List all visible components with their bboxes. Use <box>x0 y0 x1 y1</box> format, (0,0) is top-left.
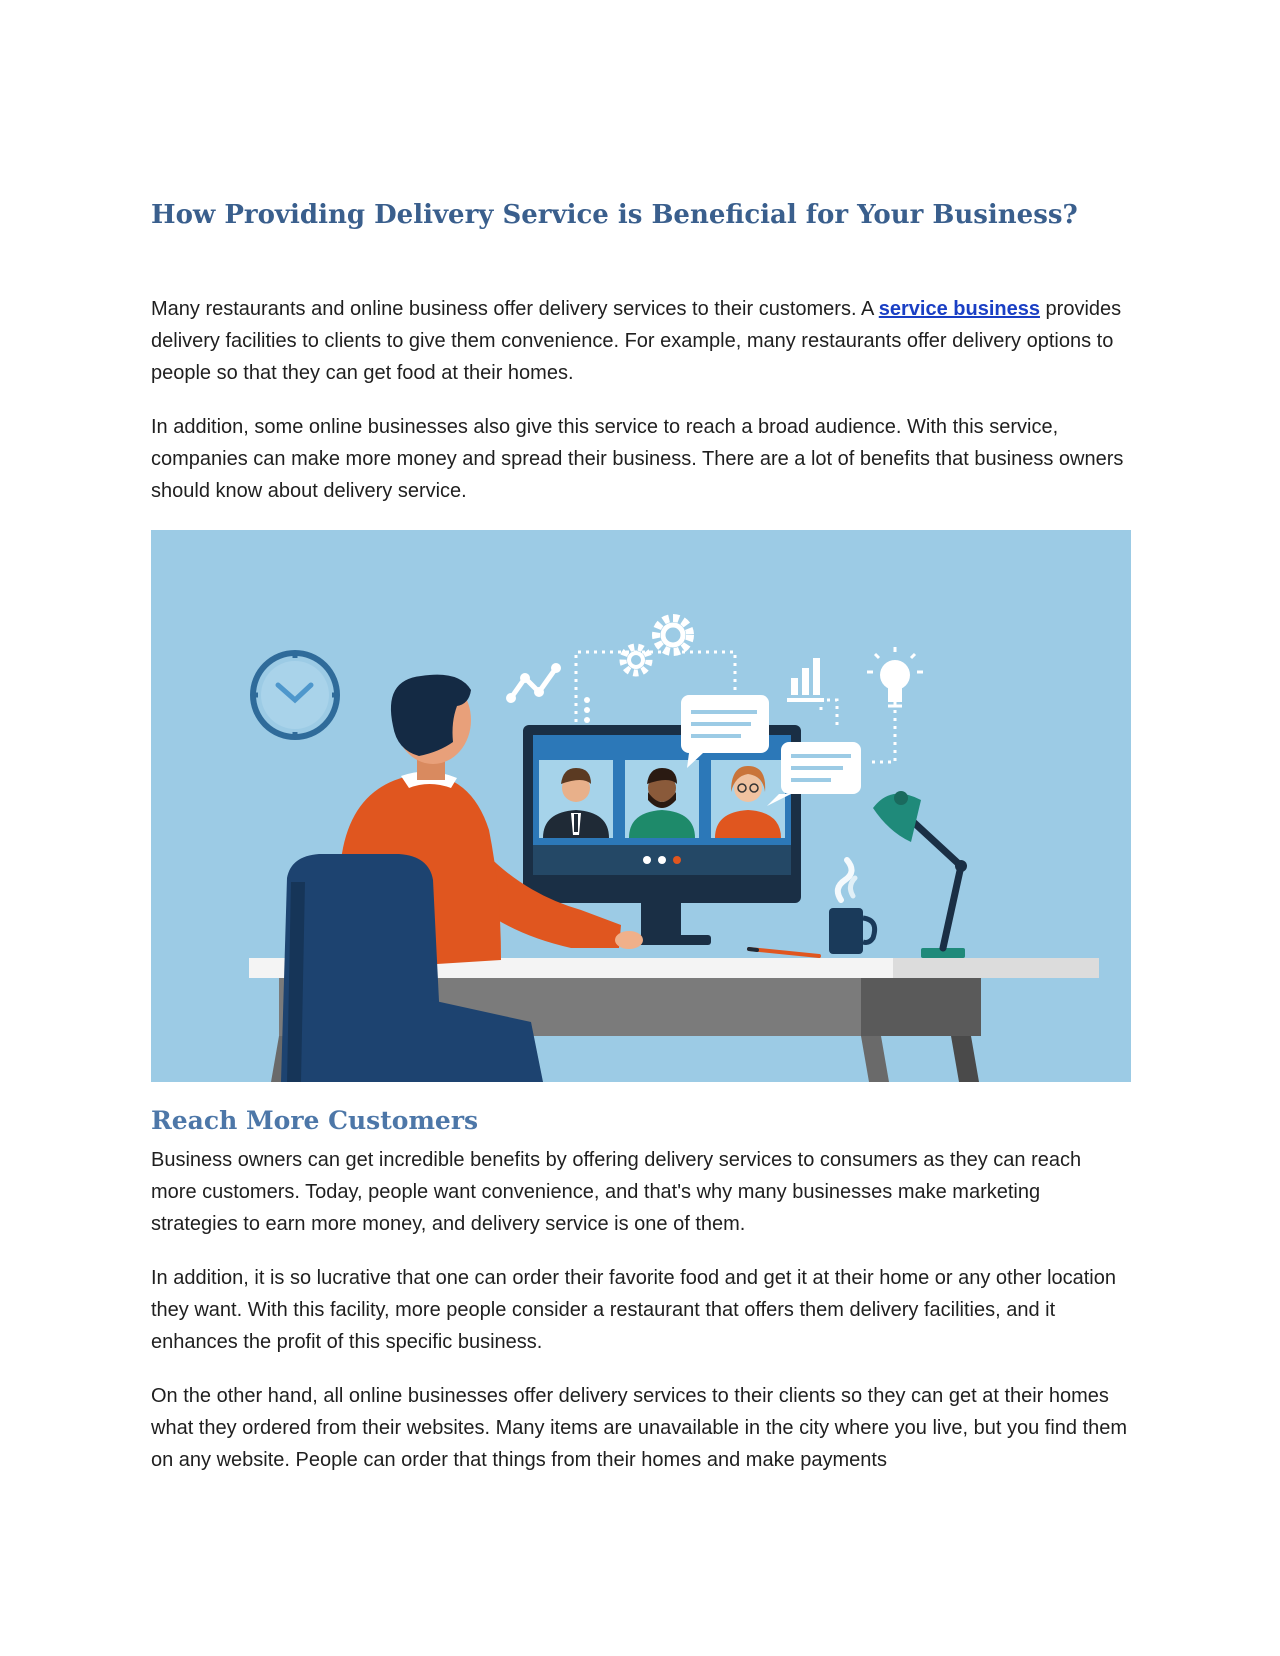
section-paragraph-3: On the other hand, all online businesses offer delivery services to their clients so they can get at their homes what they ordered from their websites. Many items are unavailable in the city where you live, but you find them on any website. People can order that things from their homes and make payments <box>151 1385 1128 1471</box>
participant-3-avatar <box>711 760 785 838</box>
section-paragraph-1: Business owners can get incredible benefits by offering delivery services to consumers as they can reach more customers. Today, people want convenience, and that's why many businesses make marketing strategies to earn more money, and delivery service is one of them. <box>151 1149 1082 1235</box>
service-business-link[interactable]: service business <box>878 298 1040 320</box>
page-title: How Providing Delivery Service is Beneficial for Your Business? <box>151 200 1078 230</box>
hero-illustration <box>151 530 1131 1082</box>
second-paragraph: In addition, some online businesses also give this service to reach a broad audience. With this service, companies can make more money and spread their business. There are a lot of benefits that business owners should know about delivery service. <box>151 416 1124 502</box>
video-call-illustration <box>151 530 1131 1082</box>
participant-1-avatar <box>539 760 613 838</box>
section-paragraph-2: In addition, it is so lucrative that one can order their favorite food and get it at their home or any other location they want. With this facility, more people consider a restaurant that offers them delivery facilities, and it enhances the profit of this specific business. <box>151 1267 1116 1353</box>
section-title-reach-more-customers: Reach More Customers <box>151 1106 479 1135</box>
intro-text-start: Many restaurants and online business offer delivery services to their customers. A <box>151 298 879 320</box>
intro-text-end: provides delivery facilities to clients to give them convenience. For example, many restaurants offer delivery options to people so that they can get food at their homes. <box>151 298 1122 384</box>
participant-2-avatar <box>625 760 699 838</box>
clock-icon <box>251 651 339 739</box>
intro-paragraph <box>151 293 1131 389</box>
